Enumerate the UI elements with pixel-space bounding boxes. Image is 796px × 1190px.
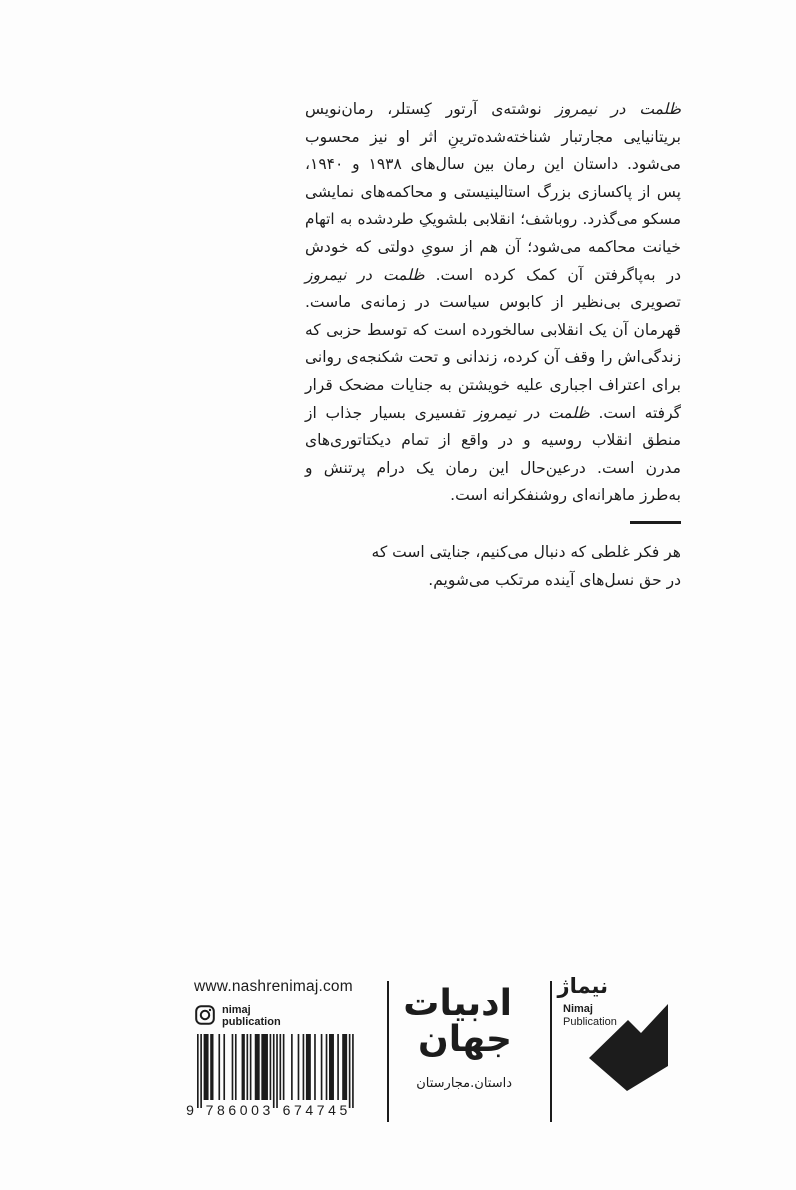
blurb-text: بریتانیایی مجارتبار شناخته‌شده‌ترینِ اثر او نیز محسوب: [305, 127, 681, 146]
series-logo: [400, 983, 512, 1092]
barcode-bar: [329, 1034, 334, 1100]
blurb-line: [305, 151, 681, 179]
barcode-bar: [280, 1034, 282, 1100]
barcode-bar: [337, 1034, 339, 1100]
barcode-bar: [326, 1034, 328, 1100]
barcode-bar: [218, 1034, 220, 1100]
blurb-text: نوشته‌ی آرتور کِستلر، رمان‌نویس: [305, 100, 556, 118]
publisher-logo-text: نیماژ: [557, 974, 608, 998]
barcode-guard-bar: [352, 1034, 354, 1108]
blurb-text: برای اعتراف اجباری علیه خویشتن به جنایات مضحک قرار: [305, 375, 681, 394]
blurb-line: [305, 317, 681, 345]
instagram-icon: [195, 1005, 215, 1025]
barcode-bar: [298, 1034, 300, 1100]
blurb-line: [305, 262, 681, 290]
barcode-bar: [342, 1034, 347, 1100]
barcode-guard-bar: [197, 1034, 199, 1108]
barcode-bars: [185, 1032, 360, 1112]
barcode-bar: [303, 1034, 305, 1100]
blurb-line: [305, 455, 681, 483]
blurb-line: [305, 400, 681, 428]
barcode-guard-bar: [273, 1034, 275, 1108]
series-logo-word: جهان: [418, 1019, 512, 1060]
barcode-bar: [306, 1034, 311, 1100]
blurb-line: [305, 372, 681, 400]
barcode-bar: [204, 1034, 209, 1100]
blurb-line: [305, 289, 681, 317]
barcode-bar: [250, 1034, 252, 1100]
blurb-line: [305, 179, 681, 207]
blurb-text: به‌طرز ماهرانه‌ای روشنفکرانه است.: [450, 486, 681, 505]
barcode-bar: [235, 1034, 237, 1100]
barcode-bar: [255, 1034, 260, 1100]
separator-rule: [630, 521, 681, 524]
footer-divider: [387, 981, 389, 1122]
barcode-digit-first: 9: [186, 1102, 194, 1118]
blurb-text: قهرمان آن یک انقلابی سالخورده است که توسط حزبی که: [305, 320, 681, 339]
blurb-line: [305, 427, 681, 455]
series-subtitle: داستان.مجارستان: [416, 1076, 512, 1091]
quote: [305, 538, 681, 594]
website-url: www.nashrenimaj.com: [194, 978, 353, 995]
blurb-line: [305, 234, 681, 262]
blurb-line: [305, 206, 681, 234]
barcode-bar: [291, 1034, 293, 1100]
publisher-tagline: Publication: [563, 1016, 617, 1028]
blurb-text: خیانت محاکمه می‌شود؛ آن هم از سویِ دولتی که خودش: [305, 237, 681, 256]
barcode-guard-bar: [276, 1034, 278, 1108]
barcode: [185, 1032, 360, 1120]
barcode-bar: [247, 1034, 249, 1100]
series-logo-word: ادبیات: [403, 983, 512, 1024]
barcode-bar: [283, 1034, 285, 1100]
barcode-guard-bar: [200, 1034, 202, 1108]
book-title-mention: ظلمت در نیمروز: [555, 100, 682, 118]
barcode-digits-left: 786003: [205, 1102, 274, 1118]
barcode-bar: [321, 1034, 323, 1100]
blurb-line: [305, 482, 681, 510]
publisher-name: Nimaj: [563, 1003, 593, 1015]
blurb-text: در به‌پاگرفتن آن کمک کرده است.: [424, 265, 681, 284]
barcode-digits-right: 674745: [282, 1102, 351, 1118]
blurb: [305, 96, 681, 510]
blurb-text: تصویری بی‌نظیر از کابوس سیاست در زمانه‌ی ماست.: [305, 293, 681, 312]
quote-line: هر فکر غلطی که دنبال می‌کنیم، جنایتی است که: [371, 543, 681, 561]
barcode-guard-bar: [349, 1034, 351, 1108]
barcode-bar: [232, 1034, 234, 1100]
barcode-bar: [270, 1034, 272, 1100]
publisher-mark-icon: [585, 998, 671, 1094]
footer-divider: [550, 981, 552, 1122]
blurb-line: [305, 124, 681, 152]
blurb-text: گرفته است.: [589, 403, 681, 422]
blurb-line: [305, 96, 681, 124]
blurb-text: زندگی‌اش را وقف آن کرده، زندانی و تحت شکنجه‌ی روانی: [305, 348, 681, 367]
book-title-mention: ظلمت در نیمروز: [474, 403, 590, 422]
instagram-subtitle: publication: [222, 1016, 281, 1028]
barcode-bar: [314, 1034, 316, 1100]
barcode-bar: [261, 1034, 268, 1100]
quote-line: در حق نسل‌های آینده مرتکب می‌شویم.: [428, 571, 681, 589]
barcode-bar: [242, 1034, 245, 1100]
blurb-text: مسکو می‌گذرد. روباشف؛ انقلابی بلشویکِ طردشده به اتهام: [305, 210, 681, 229]
blurb-line: [305, 344, 681, 372]
barcode-bar: [210, 1034, 213, 1100]
blurb-text: منطق انقلاب روسیه و در واقع از تمام دیکتاتوری‌های: [305, 431, 681, 450]
blurb-text: مدرن است. درعین‌حال این رمان یک درام پرتنش و: [305, 458, 681, 477]
barcode-bar: [223, 1034, 225, 1100]
blurb-text: تفسیری بسیار جذاب از: [305, 403, 475, 422]
blurb-text: می‌شود. داستان این رمان بین سال‌های ۱۹۳۸ و ۱۹۴۰،: [305, 155, 681, 174]
book-title-mention: ظلمت در نیمروز: [305, 265, 425, 284]
blurb-text: پس از پاکسازی بزرگ استالینیستی و محاکمه‌های نمایشی: [305, 182, 681, 201]
instagram-username: nimaj: [222, 1004, 251, 1016]
